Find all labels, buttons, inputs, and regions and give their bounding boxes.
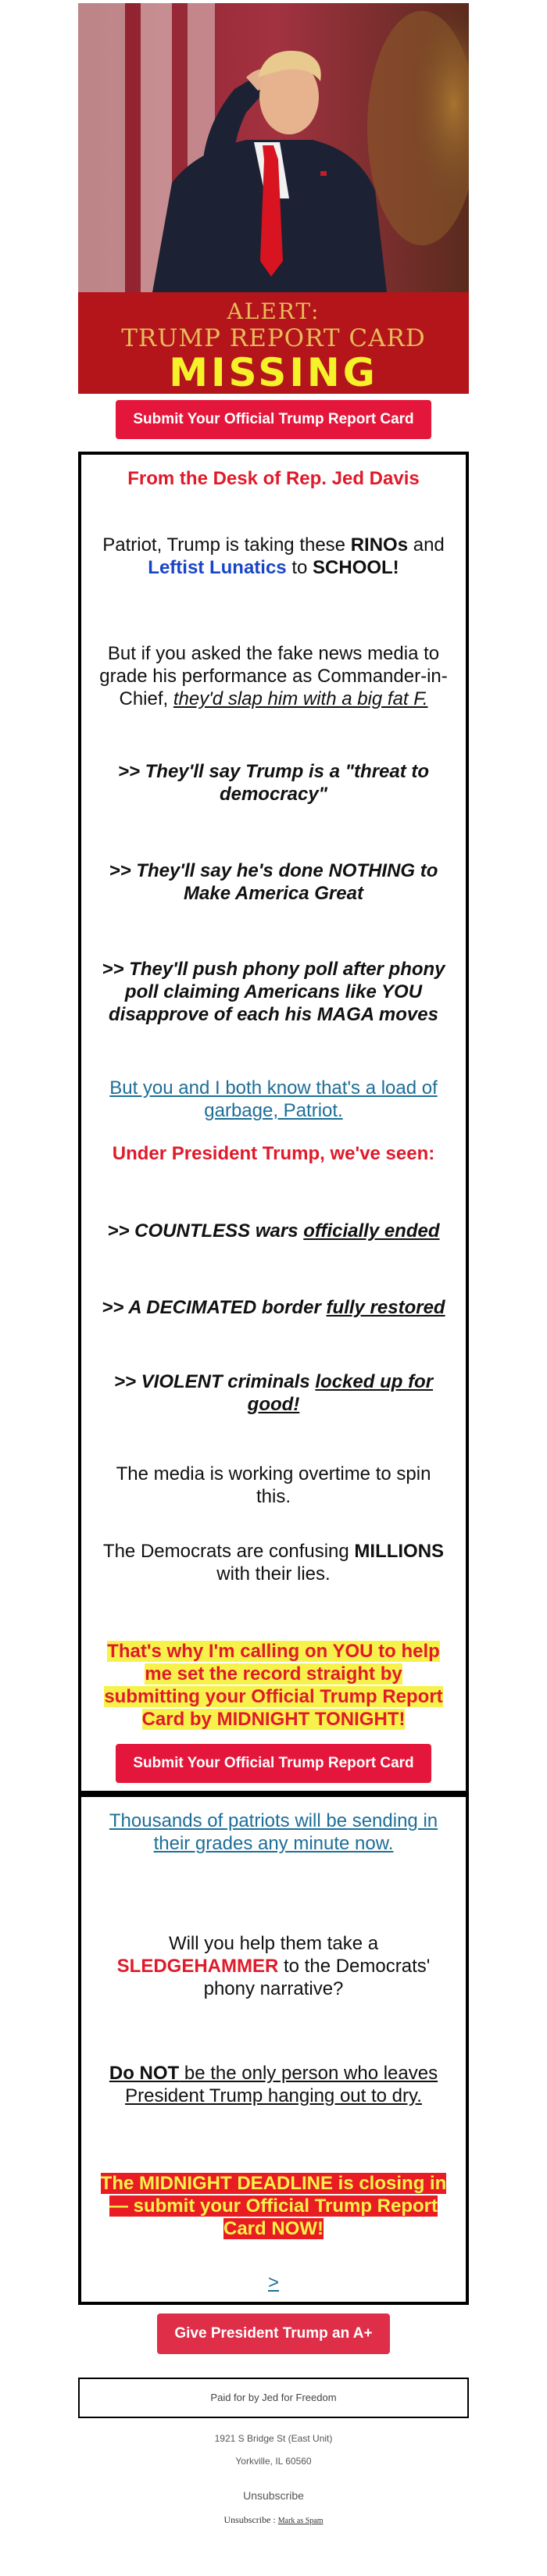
sledgehammer-text <box>81 1932 466 2000</box>
mid-cta-wrap <box>81 1744 466 1783</box>
bottom-cta-wrap <box>78 2313 469 2354</box>
top-cta-wrap <box>78 400 469 439</box>
calling-on-you-text: That's why I'm calling on YOU to help me set the record straight by submitting your Official Trump Report Card by MIDNIGHT TONIGHT! <box>104 1641 443 1730</box>
quote-nothing: >> They'll say he's done NOTHING to Make America Great <box>109 860 438 904</box>
from-heading: From the Desk of Rep. Jed Davis <box>127 468 420 489</box>
garbage-link[interactable]: But you and I both know that's a load of garbage, Patriot. <box>109 1077 438 1121</box>
p5-text: The Democrats are confusing <box>102 1541 355 1562</box>
locked-up-text: locked up for good! <box>247 1371 434 1415</box>
border-text: >> A DECIMATED border <box>102 1297 327 1318</box>
address-line-2: Yorkville, IL 60560 <box>235 2456 312 2467</box>
report-card-label: TRUMP REPORT CARD <box>121 324 426 352</box>
do-not-text: Do NOT <box>109 2063 180 2084</box>
p5-end: with their lies. <box>216 1563 331 1585</box>
address-line-1: 1921 S Bridge St (East Unit) <box>214 2433 333 2444</box>
wars-ended <box>81 1220 466 1242</box>
quote-threat: >> They'll say Trump is a "threat to democracy" <box>117 761 430 805</box>
thousands-link[interactable]: Thousands of patriots will be sending in their grades any minute now. <box>109 1810 438 1854</box>
letter-box <box>78 452 469 1794</box>
border-restored <box>81 1296 466 1319</box>
alert-label: ALERT: <box>227 298 320 324</box>
seen-heading: Under President Trump, we've seen: <box>112 1143 435 1164</box>
calling-on-you <box>81 1640 466 1731</box>
officially-ended-text: officially ended <box>303 1220 440 1242</box>
unsubscribe-row <box>78 2514 469 2526</box>
big-fat-f-text: they'd slap him with a big fat F. <box>173 688 428 709</box>
missing-label: MISSING <box>169 350 378 394</box>
mark-as-spam-link[interactable]: Mark as Spam <box>277 2517 324 2525</box>
p1-to: to <box>286 557 313 578</box>
criminals-text: >> VIOLENT criminals <box>113 1371 316 1392</box>
hero-image <box>78 3 469 394</box>
s2-end: to the Democrats' phony narrative? <box>203 1956 431 1999</box>
give-a-plus-button[interactable]: Give President Trump an A+ <box>157 2313 389 2354</box>
s2-text: Will you help them take a <box>168 1933 379 1954</box>
millions-text: MILLIONS <box>354 1541 445 1562</box>
leftist-lunatics-text: Leftist Lunatics <box>148 557 287 578</box>
p1-and: and <box>408 534 445 556</box>
paid-for-box <box>78 2378 469 2418</box>
arrow-link[interactable]: > <box>267 2272 279 2293</box>
p1-text: Patriot, Trump is taking these <box>102 534 351 556</box>
unsubscribe-link[interactable]: Unsubscribe <box>243 2489 304 2502</box>
p2-text: But if you asked the fake news media to grade his performance as Commander-in-Chief, <box>99 643 448 709</box>
paragraph-fake-news <box>81 642 466 710</box>
s3-text: be the only person who leaves President Trump hanging out to dry. <box>125 2063 438 2106</box>
fully-restored-text: fully restored <box>326 1297 445 1318</box>
unsubscribe-label: Unsubscribe : <box>223 2514 278 2525</box>
midnight-deadline <box>81 2172 466 2240</box>
school-text: SCHOOL! <box>313 557 399 578</box>
midnight-deadline-text: The MIDNIGHT DEADLINE is closing in — submit your Official Trump Report Card NOW! <box>100 2173 447 2239</box>
criminals-locked <box>81 1370 466 1416</box>
rinos-text: RINOs <box>350 534 409 556</box>
paid-for-text: Paid for by Jed for Freedom <box>210 2392 337 2403</box>
media-spin-text: The media is working overtime to spin this. <box>116 1463 431 1507</box>
hanging-out-text <box>81 2062 466 2107</box>
submit-report-card-button-2[interactable]: Submit Your Official Trump Report Card <box>116 1744 431 1783</box>
democrats-text <box>81 1540 466 1585</box>
submit-report-card-button[interactable]: Submit Your Official Trump Report Card <box>116 400 431 439</box>
second-box <box>78 1794 469 2305</box>
wars-text: >> COUNTLESS wars <box>107 1220 304 1242</box>
sledgehammer-word: SLEDGEHAMMER <box>116 1956 279 1977</box>
alert-banner <box>78 292 469 394</box>
paragraph-rinos <box>81 534 466 579</box>
quote-polls: >> They'll push phony poll after phony poll claiming Americans like YOU disapprove of each his MAGA moves <box>102 959 445 1025</box>
